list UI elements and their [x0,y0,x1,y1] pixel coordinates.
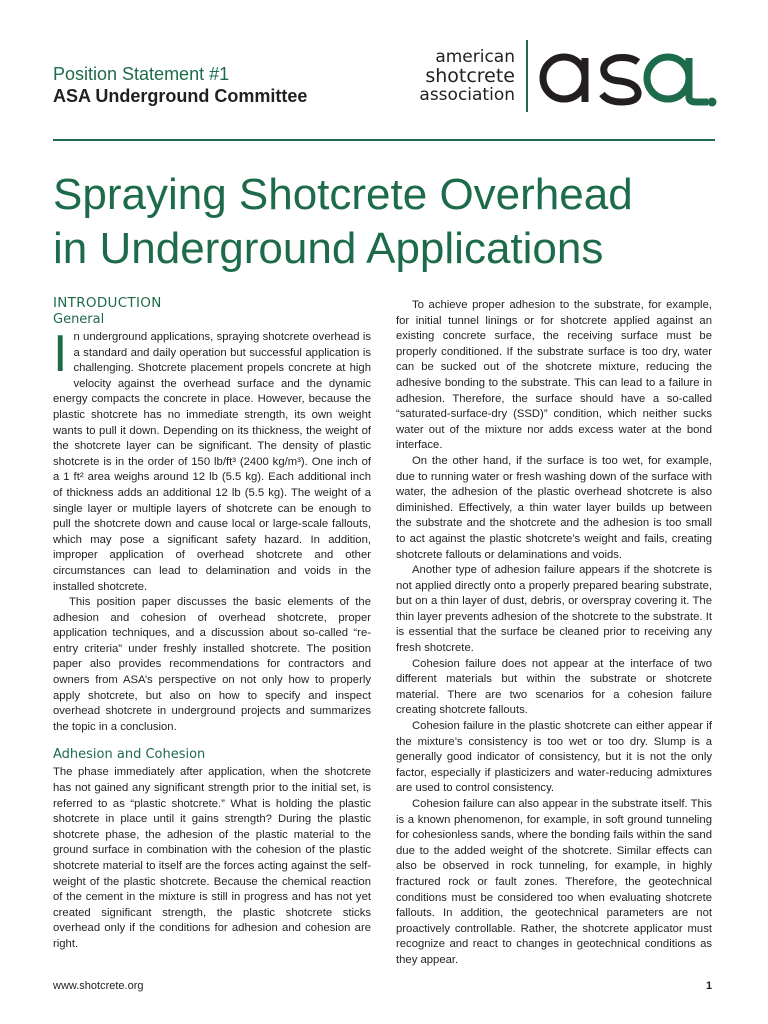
page-title [53,168,733,276]
subheading-adhesion-cohesion: Adhesion and Cohesion [53,747,206,763]
logo-divider [526,40,528,112]
logo-word-association: association [419,85,515,105]
logo-word-shotcrete: shotcrete [425,65,515,87]
title-line-1: Spraying Shotcrete Overhead [53,170,633,219]
drop-cap: I [53,325,68,383]
paragraph-right-4: Cohesion failure does not appear at the interface of two different materials but within the substrate or shotcrete material. There are two scenarios for a cohesion failure creating shotcrete fallouts. [396,657,712,717]
position-statement-label: Position Statement #1 [53,64,230,84]
paragraph-general-1 [53,325,371,595]
paragraph-general-1-text: n underground applications, spraying shotcrete overhead is a standard and daily operation but successful application is challenging. Shotcrete placement propels concrete at high velocity against the overhead surface and the dynamic energy compacts the concrete in place. However, because the plastic shotcrete has no immediate strength, its own weight wants to pull it down. Depending on its thickness, the weight of the shotcrete layer can be significant. The density of plastic shotcrete is in the order of 150 lb/ft³ (2400 kg/m³). One inch of a 1 ft² area weighs around 12 lb (5.5 kg). Each additional inch of thickness adds an additional 12 lb (5.5 kg). The weight of a single layer or multiple layers of shotcrete can be enough to pull the shotcrete down and cause local or large-scale fallouts, which may pose a significant safety hazard. In addition, improper application of overhead shotcrete and other circumstances can lead to delamination and voids in the installed shotcrete. [53,331,371,593]
logo-wordmark [419,48,515,105]
header-rule [53,139,715,141]
paragraph-right-1: To achieve proper adhesion to the substrate, for example, for initial tunnel linings or for shotcrete applied against an existing concrete surface, the receiving surface must be properly conditioned. If the substrate surface is too dry, water can be sucked out of the shotcrete mixture, reducing the adhesive bonding to the substrate. This can lead to a failure in adhesion. Therefore, the surface should have a so-called “saturated-surface-dry (SSD)” condition, which neither sucks water out of the mixture nor adds excess water at the bond interface. [396,299,712,452]
committee-label: ASA Underground Committee [53,86,308,106]
left-column [53,294,371,953]
paragraph-general-2: This position paper discusses the basic elements of the adhesion and cohesion of overhead shotcrete, proper application techniques, and a discussion about so-called “re-entry criteria” under freshly installed shotcrete. The position paper also provides recommendations for contractors and owners from ASA’s perspective on not only how to properly apply shotcrete, but also on how to specify and inspect overhead shotcrete in underground projects and summarizes the topic in a conclusion. [53,596,371,733]
paragraph-right-5: Cohesion failure in the plastic shotcrete can either appear if the mixture’s consistency is too wet or too dry. Slump is a generally good indicator of consistency, but it is not the only factor, especially if plasticizers and water-reducing admixtures are used to control consistency. [396,720,712,795]
section-heading-introduction: INTRODUCTION [53,295,162,311]
title-line-2: in Underground Applications [53,224,604,273]
paragraph-right-6: Cohesion failure can also appear in the substrate itself. This is a known phenomenon, for example, in soft ground tunneling for cohesionless sands, where the bonding fails within the sand due to the added weight of the shotcrete. Similar effects can also be observed in rock tunneling, for example, in highly fractured rock or fault zones. Therefore, the geotechnical conditions must be considered too when evaluating shotcrete fallouts. In addition, the geotechnical parameters are not proactively controllable. Rather, the shotcrete applicator must recognize and react to changes in geotechnical conditions as they appear. [396,798,712,966]
right-column [396,298,712,969]
paragraph-adhesion-1: The phase immediately after application, when the shotcrete has not gained any significant strength prior to the initial set, is referred to as “plastic shotcrete.” What is holding the plastic shotcrete in place until it gains strength? During the plastic shotcrete phase, the adhesion of the plastic material to the ground surface in combination with the cohesion of the plastic shotcrete material to itself are the forces acting against the self-weight of the plastic shotcrete. Because the chemical reaction of the cement in the mixture is still in progress and has not yet created significant strength, the plastic shotcrete sticks overhead only if the conditions for adhesion and cohesion are right. [53,766,371,950]
paragraph-right-2: On the other hand, if the surface is too wet, for example, due to running water or fresh washing down of the surface with water, the adhesion of the plastic overhead shotcrete is also diminished. Effectively, a thin water layer builds up between the substrate and the shotcrete and the adhesion is too small to act against the plastic shotcrete’s weight and fails, creating shotcrete fallouts or delaminations and voids. [396,454,712,561]
asa-logo [400,38,720,113]
logo-word-american: american [435,47,515,67]
footer-website-link[interactable]: www.shotcrete.org [53,980,144,992]
subheading-general: General [53,312,105,327]
asa-logo-mark [538,46,720,110]
page-number: 1 [706,980,713,992]
paragraph-right-3: Another type of adhesion failure appears if the shotcrete is not applied directly onto a properly prepared bearing substrate, but on a thin layer of dust, debris, or overspray covering it. The thin layer prevents adhesion of the shotcrete to the substrate. It is essential that the surface be cleaned prior to receiving any fresh shotcrete. [396,564,712,655]
